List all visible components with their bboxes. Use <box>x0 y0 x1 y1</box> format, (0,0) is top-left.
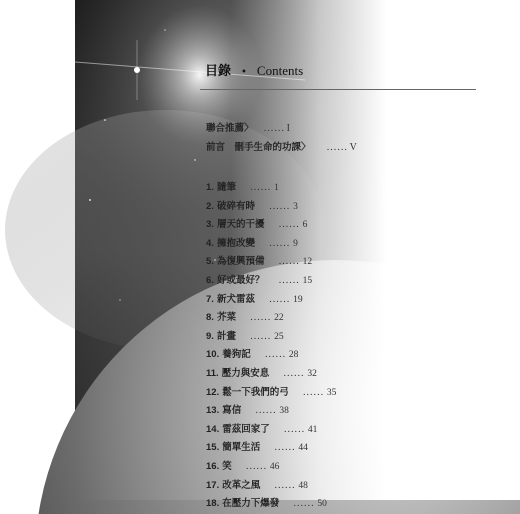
chapter-title: 好或最好？ <box>216 274 265 286</box>
chapter-number: 12. <box>206 386 220 398</box>
chapter-item[interactable] <box>206 346 500 365</box>
page-number: 32 <box>307 368 317 379</box>
chapter-title: 新犬雷茲 <box>216 293 255 305</box>
front-matter-title: 前言 刪手生命的功課〉 <box>206 142 311 153</box>
chapter-number: 7. <box>206 293 214 305</box>
chapter-number: 6. <box>206 274 214 286</box>
chapter-item[interactable] <box>206 291 500 310</box>
chapter-number: 14. <box>206 423 220 435</box>
page-number: 44 <box>298 443 308 454</box>
chapter-number: 10. <box>206 349 220 361</box>
page-inner <box>75 0 520 510</box>
chapter-number: 4. <box>206 237 214 249</box>
leader-dots: ...... <box>268 293 291 305</box>
chapter-item[interactable] <box>206 458 500 477</box>
front-matter-item[interactable] <box>206 120 500 139</box>
toc-title-english: Contents <box>256 63 304 78</box>
chapter-number: 13. <box>206 405 220 417</box>
page-number: 25 <box>274 331 284 342</box>
toc-title-chinese: 目錄 <box>205 64 232 79</box>
chapter-title: 寫信 <box>222 405 242 417</box>
chapter-title: 壓力與安息 <box>221 367 270 379</box>
chapter-title: 雷茲回家了 <box>222 423 270 435</box>
leader-dots: ...... <box>278 256 300 268</box>
chapter-number: 3. <box>206 219 214 231</box>
chapter-title: 隨筆 <box>216 182 236 193</box>
chapter-title: 層天的干擾 <box>216 219 265 231</box>
leader-dots: ...... <box>249 330 272 342</box>
chapter-title: 鬆一下我們的弓 <box>222 386 289 398</box>
chapter-number: 1. <box>206 182 214 193</box>
leader-dots: ...... <box>293 498 315 510</box>
page-number: V <box>349 142 357 153</box>
chapter-title: 破碎有時 <box>216 200 255 212</box>
page-number: 15 <box>302 275 313 286</box>
chapter-item[interactable] <box>206 235 500 254</box>
chapter-title: 計畫 <box>216 330 236 342</box>
leader-dots: ...... <box>249 312 272 324</box>
leader-dots: ...... <box>245 460 267 472</box>
front-matter-title: 聯合推薦〉 <box>206 123 254 134</box>
header-divider <box>200 89 476 90</box>
toc-header <box>200 60 500 79</box>
page-number: 9 <box>293 238 298 249</box>
title-separator: • <box>241 67 247 78</box>
chapter-item[interactable] <box>206 179 500 198</box>
page-number: 12 <box>302 257 313 268</box>
leader-dots: ...... <box>302 386 324 398</box>
chapter-item[interactable] <box>206 402 500 421</box>
page-number: 46 <box>269 461 280 472</box>
page-number: 38 <box>279 406 289 417</box>
leader-dots: ...... <box>283 367 305 379</box>
chapter-title: 養狗記 <box>222 349 251 361</box>
leader-dots: ...... <box>326 142 348 153</box>
page-number: 41 <box>307 424 318 435</box>
chapter-item[interactable] <box>206 309 500 328</box>
page-number: 35 <box>326 387 337 398</box>
chapter-number: 18. <box>206 498 220 510</box>
chapter-item[interactable] <box>206 216 500 235</box>
table-of-contents <box>200 60 500 514</box>
chapter-title: 簡單生活 <box>222 442 261 454</box>
leader-dots: ...... <box>249 182 272 193</box>
chapter-title: 在壓力下爆發 <box>222 498 280 510</box>
chapter-item[interactable] <box>206 365 500 384</box>
chapter-item[interactable] <box>206 421 500 440</box>
front-matter-item[interactable] <box>206 139 500 158</box>
chapter-title: 擁抱改變 <box>216 237 255 249</box>
chapter-item[interactable] <box>206 272 500 291</box>
chapter-number: 11. <box>206 367 219 379</box>
page-number: 22 <box>274 313 284 324</box>
chapter-item[interactable] <box>206 253 500 272</box>
chapter-item[interactable] <box>206 495 500 514</box>
chapter-item[interactable] <box>206 328 500 347</box>
chapter-number: 9. <box>206 330 214 342</box>
page-number: 19 <box>293 294 303 305</box>
leader-dots: ...... <box>268 237 291 249</box>
chapter-list <box>200 179 500 514</box>
page-number: 48 <box>298 480 308 491</box>
chapter-number: 16. <box>206 460 220 472</box>
leader-dots: ...... <box>274 479 296 491</box>
leader-dots: ...... <box>283 423 305 435</box>
page-number: 3 <box>293 201 298 212</box>
leader-dots: ...... <box>264 349 286 361</box>
leader-dots: ...... <box>278 219 300 231</box>
page-number: I <box>286 123 290 134</box>
leader-dots: ...... <box>255 405 277 417</box>
front-matter-list <box>200 120 500 158</box>
leader-dots: ...... <box>268 200 291 212</box>
chapter-item[interactable] <box>206 439 500 458</box>
chapter-title: 為復興預備 <box>216 256 265 268</box>
leader-dots: ...... <box>278 274 300 286</box>
chapter-item[interactable] <box>206 198 500 217</box>
page-number: 6 <box>302 220 308 231</box>
chapter-title: 笑 <box>222 460 232 472</box>
page-number: 28 <box>288 350 299 361</box>
chapter-number: 17. <box>206 479 220 491</box>
page-number: 1 <box>274 183 279 193</box>
chapter-item[interactable] <box>206 477 500 496</box>
chapter-number: 2. <box>206 200 214 212</box>
page-number: 50 <box>317 499 327 510</box>
chapter-number: 5. <box>206 256 214 268</box>
chapter-item[interactable] <box>206 384 500 403</box>
chapter-number: 8. <box>206 312 214 324</box>
chapter-title: 改革之風 <box>222 479 261 491</box>
chapter-title: 芥菜 <box>216 312 236 324</box>
leader-dots: ...... <box>263 123 285 134</box>
chapter-number: 15. <box>206 442 220 454</box>
leader-dots: ...... <box>274 442 296 454</box>
